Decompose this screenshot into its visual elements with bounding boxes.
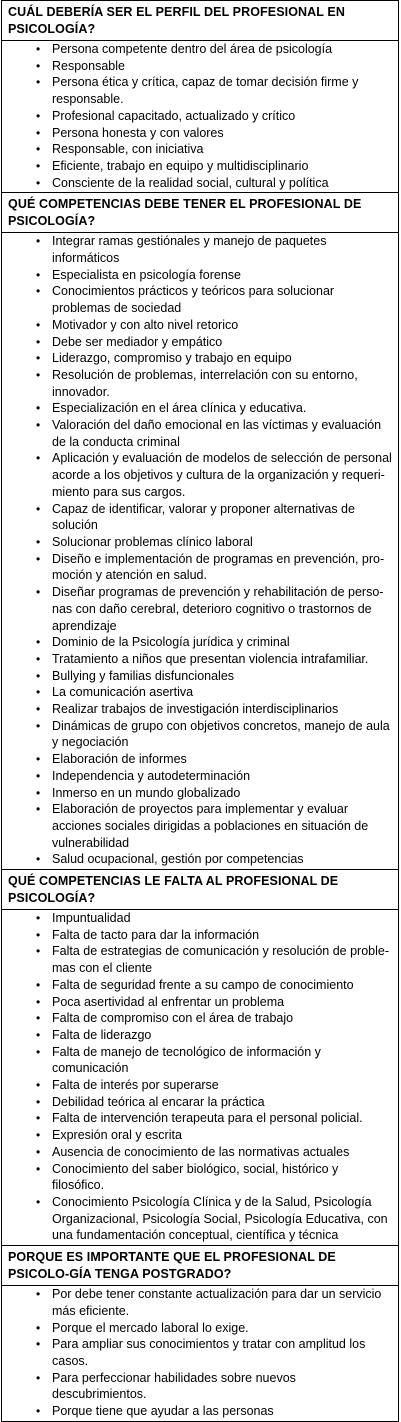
list-item: • Responsable, con iniciativa (2, 141, 396, 158)
list-item: • Especialista en psicología forense (2, 267, 396, 284)
list-item: • La comunicación asertiva (2, 684, 396, 701)
section-heading: QUÉ COMPETENCIAS LE FALTA AL PROFESIONAL DE PSICOLOGÍA? (2, 870, 399, 910)
list-item: • Porque tiene que ayudar a las personas (2, 1403, 396, 1420)
list-item: • Conocimiento Psicología Clínica y de la Salud, Psicología Organizacional, Psicología Social, Psicología Educativa, con una fundamentación conceptual, científica y técnica (2, 1194, 396, 1244)
section-body (2, 1286, 399, 1422)
survey-table-body (2, 1, 399, 1422)
section-header-row (2, 1246, 399, 1286)
list-item: • Salud ocupacional, gestión por competencias (2, 851, 396, 868)
list-item: • Dominio de la Psicología jurídica y criminal (2, 634, 396, 651)
list-item: • Independencia y autodeterminación (2, 768, 396, 785)
list-item: • Expresión oral y escrita (2, 1127, 396, 1144)
list-item: • Falta de tacto para dar la información (2, 927, 396, 944)
list-item: • Conocimiento del saber biológico, social, histórico y filosófico. (2, 1161, 396, 1194)
list-item: • Integrar ramas gestiónales y manejo de paquetes informáticos (2, 233, 396, 266)
list-item: • Motivador y con alto nivel retorico (2, 317, 396, 334)
list-item: • Consciente de la realidad social, cultural y política (2, 175, 396, 192)
section-heading: PORQUE ES IMPORTANTE QUE EL PROFESIONAL DE PSICOLO-GÍA TENGA POSTGRADO? (2, 1246, 399, 1286)
section-body-row (2, 233, 399, 870)
list-item: • Para perfeccionar habilidades sobre nuevos descubrimientos. (2, 1370, 396, 1403)
section-header-row (2, 870, 399, 910)
list-item: • Poca asertividad al enfrentar un problema (2, 994, 396, 1011)
section-body (2, 41, 399, 193)
list-item: • Responsable (2, 58, 396, 75)
bullet-list (2, 41, 398, 192)
list-item: • Diseñar programas de prevención y rehabilitación de perso-nas con daño cerebral, deterioro cognitivo o trastornos de aprendizaje (2, 584, 396, 634)
section-body (2, 910, 399, 1246)
list-item: • Valoración del daño emocional en las víctimas y evaluación de la conducta criminal (2, 417, 396, 450)
bullet-list (2, 910, 398, 1245)
bullet-list (2, 233, 398, 869)
list-item: • Diseño e implementación de programas en prevención, pro-moción y atención en salud. (2, 551, 396, 584)
section-header-row (2, 193, 399, 233)
list-item: • Falta de interés por superarse (2, 1077, 396, 1094)
list-item: • Liderazgo, compromiso y trabajo en equipo (2, 350, 396, 367)
survey-table (1, 0, 399, 1422)
list-item: • Eficiente, trabajo en equipo y multidisciplinario (2, 158, 396, 175)
list-item: • Falta de seguridad frente a su campo de conocimiento (2, 977, 396, 994)
list-item: • Resolución de problemas, interrelación con su entorno, innovador. (2, 367, 396, 400)
list-item: • Capaz de identificar, valorar y proponer alternativas de solución (2, 501, 396, 534)
list-item: • Realizar trabajos de investigación interdisciplinarios (2, 701, 396, 718)
section-header-row (2, 1, 399, 41)
list-item: • Persona ética y crítica, capaz de tomar decisión firme y responsable. (2, 74, 396, 107)
section-body-row (2, 1286, 399, 1422)
section-heading: CUÁL DEBERÍA SER EL PERFIL DEL PROFESIONAL EN PSICOLOGÍA? (2, 1, 399, 41)
list-item: • Ausencia de conocimiento de las normativas actuales (2, 1144, 396, 1161)
list-item: • Inmerso en un mundo globalizado (2, 785, 396, 802)
section-body (2, 233, 399, 870)
list-item: • Bullying y familias disfuncionales (2, 668, 396, 685)
list-item: • Por debe tener constante actualización para dar un servicio más eficiente. (2, 1286, 396, 1319)
list-item: • Impuntualidad (2, 910, 396, 927)
list-item: • Falta de liderazgo (2, 1027, 396, 1044)
section-body-row (2, 41, 399, 193)
bullet-list (2, 1286, 398, 1421)
list-item: • Porque el mercado laboral lo exige. (2, 1320, 396, 1337)
list-item: • Falta de compromiso con el área de trabajo (2, 1010, 396, 1027)
list-item: • Falta de intervención terapeuta para el personal policial. (2, 1110, 396, 1127)
list-item: • Elaboración de informes (2, 751, 396, 768)
list-item: • Solucionar problemas clínico laboral (2, 534, 396, 551)
list-item: • Falta de estrategias de comunicación y resolución de proble-mas con el cliente (2, 943, 396, 976)
list-item: • Persona competente dentro del área de psicología (2, 41, 396, 58)
list-item: • Falta de manejo de tecnológico de información y comunicación (2, 1044, 396, 1077)
list-item: • Dinámicas de grupo con objetivos concretos, manejo de aula y negociación (2, 718, 396, 751)
list-item: • Conocimientos prácticos y teóricos para solucionar problemas de sociedad (2, 283, 396, 316)
list-item: • Aplicación y evaluación de modelos de selección de personal acorde a los objetivos y cultura de la organización y requeri-miento para sus cargos. (2, 450, 396, 500)
section-body-row (2, 910, 399, 1246)
list-item: • Para ampliar sus conocimientos y tratar con amplitud los casos. (2, 1336, 396, 1369)
list-item: • Elaboración de proyectos para implementar y evaluar acciones sociales dirigidas a poblaciones en situación de vulnerabilidad (2, 801, 396, 851)
list-item: • Debilidad teórica al encarar la práctica (2, 1094, 396, 1111)
section-heading: QUÉ COMPETENCIAS DEBE TENER EL PROFESIONAL DE PSICOLOGÍA? (2, 193, 399, 233)
list-item: • Tratamiento a niños que presentan violencia intrafamiliar. (2, 651, 396, 668)
list-item: • Debe ser mediador y empático (2, 334, 396, 351)
list-item: • Persona honesta y con valores (2, 125, 396, 142)
list-item: • Especialización en el área clínica y educativa. (2, 400, 396, 417)
list-item: • Profesional capacitado, actualizado y crítico (2, 108, 396, 125)
